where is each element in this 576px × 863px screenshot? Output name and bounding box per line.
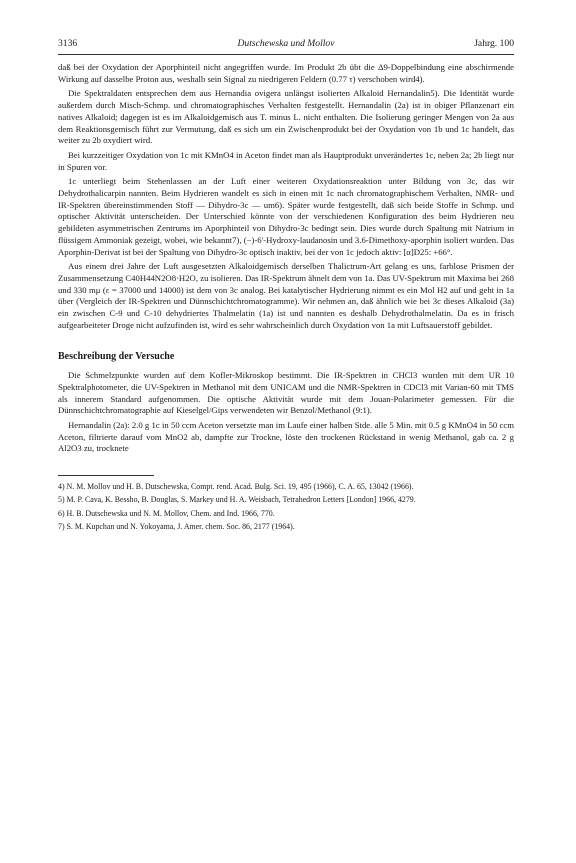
volume-label: Jahrg. 100: [474, 38, 514, 49]
paragraph-hernandalin: Die Spektraldaten entsprechen dem aus Hernandia ovigera unlängst isolierten Alkaloid Hernandalin5). Die Identität wurde außerdem durch Misch-Schmp. und chromatographisches Verhalten festgestellt. Hernandalin (2a) ist in obiger Pflanzenart ein natives Alkaloid; dagegen ist es im Alkaloidgemisch aus T. minus L. nicht enthalten. Die Isolierung geringer Mengen von 2a aus dem Reaktionsgemisch führt zur Vermutung, daß es sich um ein Zwischenprodukt bei der Oxydation von 1b und 1c handelt, das weiter zu 2b oxydiert wird.: [58, 88, 514, 146]
footnote-rule: [58, 475, 154, 476]
paragraph-continuation: daß bei der Oxydation der Aporphinteil nicht angegriffen wurde. Im Produkt 2b übt die Δ9-Doppelbindung eine abschirmende Wirkung auf dasselbe Proton aus, weshalb sein Signal zu niedrigeren Feldern (0.77 τ) verschoben wird4).: [58, 62, 514, 84]
journal-page: [58, 38, 514, 532]
footnote-7: 7) S. M. Kupchan und N. Yokoyama, J. Amer. chem. Soc. 86, 2177 (1964).: [58, 521, 295, 531]
section-heading: Beschreibung der Versuche: [58, 351, 175, 363]
paragraph-dehydrothalmelatin: Aus einem drei Jahre der Luft ausgesetzten Alkaloidgemisch derselben Thalictrum-Art gelang es uns, farblose Prismen der Zusammensetzung C40H44N2O8·H2O, zu isolieren. Das IR-Spektrum ähnelt dem von 1a. Das UV-Spektrum mit Maxima bei 268 und 330 mμ (ε = 37000 und 14000) ist dem von 3c analog. Bei katalytischer Hydrierung nimmt es ein Mol H2 auf und geht in 1a über (Vergleich der IR-Spektren und Dünnschichtchromatogramme). Wir nehmen an, daß ähnlich wie bei 3c dieses Alkaloid (3a) ein zwischen C-9 und C-10 dehydriertes Thalmelatin (1a) ist und nannten es deshalb Dehydrothalmelatin. Da es in frisch aufgearbeiteter Droge nicht aufzufinden ist, wird es sehr wahrscheinlich durch Oxydation von 1a mit Luftsauerstoff gebildet.: [58, 261, 514, 330]
paragraph-dehydrothalicarpin: 1c unterliegt beim Stehenlassen an der Luft einer weiteren Oxydationsreaktion unter Bildung von 3c, das wir Dehydrothalicarpin nannten. Beim Hydrieren wandelt es sich in einen mit 1c nach chromatographischem Verhalten, NMR- und IR-Spektren übereinstimmenden Stoff — Dihydro-3c — um6). Später wurde festgestellt, daß sich beide Stoffe in Schmp. und optischer Aktivität unterscheiden. Der Unterschied könnte von der verschiedenen Konfiguration des beim Hydrieren neu gebildeten asymmetrischen Zentrums im Aporphinteil von Dihydro-3c bedingt sein. Dies wurde durch Spaltung mit Natrium in flüssigem Ammoniak gezeigt, wobei, wie bekannt7), (−)-6'-Hydroxy-laudanosin und 3.6-Dimethoxy-aporphin isoliert wurden. Das Aporphin-Derivat ist bei der Spaltung von Dihydro-3c optisch inaktiv, bei der von 1c jedoch aktiv: [α]D25: +66°.: [58, 176, 514, 257]
running-title: Dutschewska und Mollov: [237, 38, 335, 49]
running-header: [58, 38, 514, 52]
paragraph-short-oxidation: Bei kurzzeitiger Oxydation von 1c mit KMnO4 in Aceton findet man als Hauptprodukt unverändertes 1c, neben 2a; 2b liegt nur in Spuren vor.: [58, 149, 514, 172]
footnote-6: 6) H. B. Dutschewska und N. M. Mollov, Chem. and Ind. 1966, 770.: [58, 508, 275, 518]
footnote-5: 5) M. P. Cava, K. Bessho, B. Douglas, S. Markey und H. A. Weisbach, Tetrahedron Letters [London] 1966, 4279.: [58, 495, 416, 505]
page-number: 3136: [58, 38, 78, 49]
header-rule: [58, 54, 514, 55]
paragraph-hernandalin-prep: Hernandalin (2a): 2.0 g 1c in 50 ccm Aceton versetzte man im Laufe einer halben Stde. alle 5 Min. mit 0.5 g KMnO4 in 50 ccm Aceton, filtrierte darauf vom MnO2 ab, dampfte zur Trockne, löste den trockenen Rückstand in wenig Methanol, gab ca. 2 g Al2O3 zu, trocknete: [58, 419, 514, 454]
footnote-4: 4) N. M. Mollov und H. B. Dutschewska, Compt. rend. Acad. Bulg. Sci. 19, 495 (1966), C. A. 65, 13042 (1966).: [58, 482, 414, 492]
paragraph-methods: Die Schmelzpunkte wurden auf dem Kofler-Mikroskop bestimmt. Die IR-Spektren in CHCl3 wurden mit dem UR 10 Spektralphotometer, die UV-Spektren in Methanol mit dem UNICAM und die NMR-Spektren in CDCl3 mit Varian-60 mit TMS als innerem Standard aufgenommen. Die optische Aktivität wurde mit dem Jouan-Polarimeter gemessen. Für die Dünnschichtchromatographie auf Kieselgel/Gips verwendeten wir Benzol/Methanol (9:1).: [58, 370, 514, 416]
